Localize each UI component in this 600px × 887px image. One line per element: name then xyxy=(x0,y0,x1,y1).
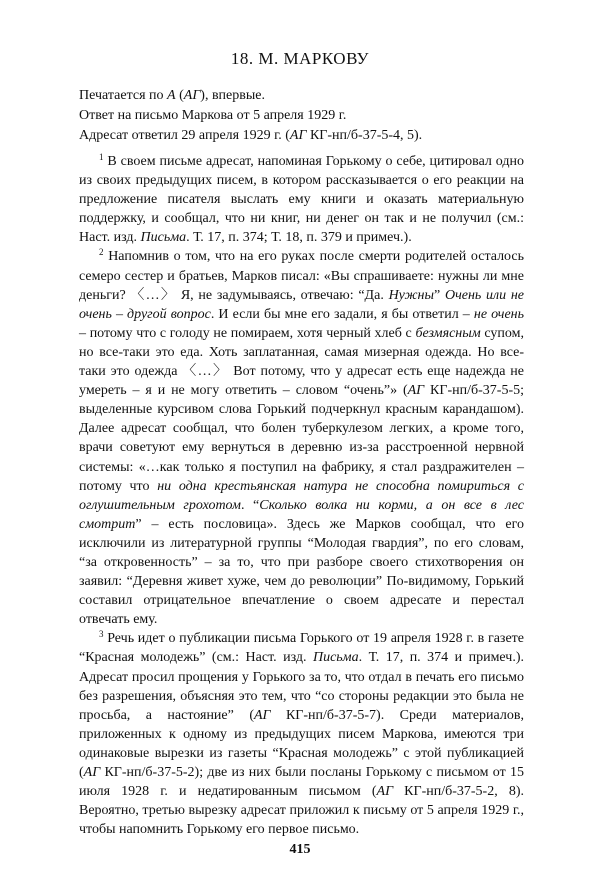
footnote-number: 3 xyxy=(99,629,104,640)
footnote-number: 1 xyxy=(99,152,104,162)
footnote-number: 2 xyxy=(99,247,104,258)
answer-line: Адресат ответил 29 апреля 1929 г. (АГ КГ-нп/б-37-5-4, 5). xyxy=(79,128,423,143)
footnote xyxy=(79,247,524,629)
footnote xyxy=(79,629,524,839)
page-number: 415 xyxy=(289,842,311,857)
page-title: 18. М. МАРКОВУ xyxy=(230,49,370,68)
footnote-text: В своем письме адресат, напоминая Горькому о себе, цитировал одно из своих предыдущих писем, в котором рассказывается о его реакции на предложение писателя выслать ему книги и оказать материальную поддержку, и сообщал, что ни книг, ни денег он так и не получил (см.: Наст. изд. Письма. Т. 17, п. 374; Т. 18, п. 379 и примеч.). xyxy=(79,154,525,246)
letter-source-info xyxy=(79,86,524,146)
source-line: Печатается по А (АГ), впервые. xyxy=(79,88,265,103)
footnote-text: Речь идет о публикации письма Горького от 19 апреля 1928 г. в газете “Красная молодежь” (см.: Наст. изд. Письма. Т. 17, п. 374 и примеч.). Адресат просил прощения у Горького за то, что отдал в печать его письмо без разрешения, объясняя это тем, что “со стороны редакции это была не просьба, а настояние” (АГ КГ-нп/б-37-5-7). Среди материалов, приложенных к одному из предыдущих писем Маркова, имеются три одинаковые вырезки из газеты “Красная молодежь” с этой публикацией (АГ КГ-нп/б-37-5-2); две из них были посланы Горькому с письмом от 15 июля 1928 г. и недатированным письмом (АГ КГ-нп/б-37-5-2, 8). Вероятно, третью вырезку адресат приложил к письму от 5 апреля 1929 г., чтобы напомнить Горькому его первое письмо. xyxy=(79,631,525,838)
footnotes xyxy=(79,152,524,839)
footnote-text: Напомнив о том, что на его руках после смерти родителей осталось семеро сестер и братьев, Марков писал: «Вы спрашиваете: нужны ли мне деньги? 〈…〉 Я, не задумываясь, отвечаю: “Да. Нужны” Очень или не очень – другой вопрос. И если бы мне его задали, я бы ответил – не очень – потому что с голоду не помираем, хотя черный хлеб с безмясным супом, но все-таки это еда. Хоть заплатанная, самая мизерная одежда. Но все-таки это одежда 〈…〉 Вот потому, что у адресат есть еще надежда не умереть – я и не могу ответить – словом “очень”» (АГ КГ-нп/б-37-5-5; выделенные курсивом слова Горький подчеркнул красным карандашом). Далее адресат сообщал, что болен туберкулезом легких, а кроме того, врачи советуют ему вернуться в деревню из-за расстроенной нервной системы: «…как только я поступил на фабрику, я стал раздражителен – потому что ни одна крестьянская натура не способна помириться с оглушительным грохотом. “Сколько волка ни корми, а он все в лес смотрит” – есть пословица». Здесь же Марков сообщал, что его исключили из литературной группы “Молодая гвардия”, по его словам, “за откровенность” – за то, что при разборе своего стихотворения он заявил: “Деревня живет хуже, чем до революции” По-видимому, Горький составил отрицательное впечатление о своем адресате и перестал отвечать ему. xyxy=(79,249,525,628)
footnote xyxy=(79,152,524,247)
reply-line: Ответ на письмо Маркова от 5 апреля 1929 г. xyxy=(79,108,347,123)
